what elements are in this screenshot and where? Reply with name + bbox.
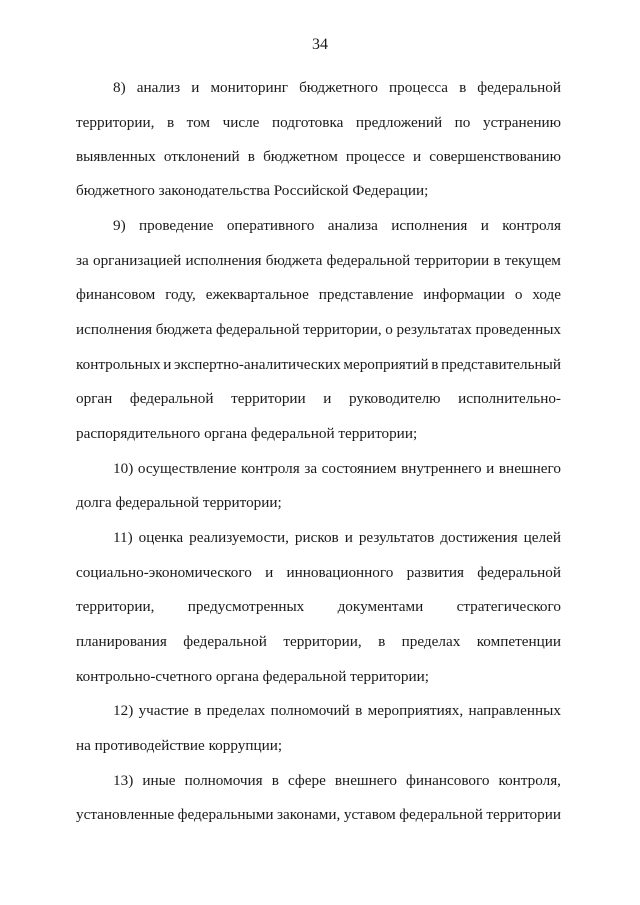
word: контрольных (76, 356, 161, 373)
text-line (76, 285, 561, 305)
text-line (76, 632, 561, 652)
text-line (113, 528, 561, 548)
word: направленных (468, 702, 561, 719)
word: 10) (113, 460, 134, 477)
word: федеральными (177, 806, 274, 823)
text-line (76, 113, 561, 133)
word: за (304, 460, 318, 477)
text-line (113, 216, 561, 236)
word: исполнения (76, 321, 153, 338)
word: экспертно-аналитических (173, 356, 341, 373)
text-line (76, 389, 561, 409)
word: уставом (343, 806, 396, 823)
word: проведенных (475, 321, 561, 338)
word: в (166, 114, 175, 131)
word: федеральной (477, 79, 561, 96)
word: целей (523, 529, 561, 546)
word: пределах (401, 633, 461, 650)
word: мониторинг (210, 79, 289, 96)
text-line: распорядительного органа федеральной территории; (76, 425, 418, 442)
word: федеральной (215, 321, 300, 338)
word: предложений (355, 114, 443, 131)
word: и (191, 79, 200, 96)
word: федеральной (399, 806, 483, 823)
word: отклонений (163, 148, 240, 165)
word: 9) (113, 217, 126, 234)
text-line (76, 597, 561, 617)
word: оперативного (226, 217, 315, 234)
word: полномочия (184, 772, 263, 789)
word: территории, (303, 321, 382, 338)
word: руководителю (348, 390, 441, 407)
word: выявленных (76, 148, 156, 165)
word: и (265, 564, 274, 581)
word: законами, (277, 806, 341, 823)
word: году, (165, 286, 196, 303)
text-line (76, 563, 561, 583)
word: мероприятиях, (367, 702, 464, 719)
word: анализ (136, 79, 181, 96)
word: результатах (396, 321, 472, 338)
word: и (344, 529, 353, 546)
word: территории, (76, 114, 155, 131)
word: представление (318, 286, 414, 303)
word: числе (222, 114, 260, 131)
word: ходе (532, 286, 561, 303)
word: территории (486, 806, 561, 823)
word: реализуемости, (189, 529, 289, 546)
word: федеральной (477, 564, 561, 581)
word: процессе (345, 148, 405, 165)
word: ежеквартальное (205, 286, 309, 303)
word: по (454, 114, 471, 131)
word: о (514, 286, 523, 303)
word: о (385, 321, 393, 338)
word: федеральной (183, 633, 267, 650)
word: федеральной (326, 252, 411, 269)
word: совершенствованию (429, 148, 561, 165)
word: процесса (389, 79, 448, 96)
word: контроля, (498, 772, 561, 789)
text-line (76, 805, 561, 825)
word: социально-экономического (76, 564, 252, 581)
word: в (194, 702, 202, 719)
word: и (413, 148, 422, 165)
word: федеральной (129, 390, 214, 407)
word: 12) (113, 702, 134, 719)
word: осуществление (137, 460, 237, 477)
word: территории (231, 390, 306, 407)
word: информации (423, 286, 505, 303)
word: мероприятий (343, 356, 429, 373)
text-line (113, 78, 561, 98)
word: достижения (440, 529, 518, 546)
word: сфере (287, 772, 326, 789)
word: финансового (406, 772, 490, 789)
text-line (76, 320, 561, 340)
text-line: контрольно-счетного органа федеральной территории; (76, 668, 429, 685)
word: стратегического (456, 598, 561, 615)
word: бюджетном (263, 148, 338, 165)
word: и (323, 390, 332, 407)
word: и (163, 356, 172, 373)
text-line: на противодействие коррупции; (76, 737, 283, 754)
word: внешнего (498, 460, 561, 477)
word: рисков (294, 529, 339, 546)
word: иные (142, 772, 176, 789)
word: установленные (76, 806, 175, 823)
word: и (486, 460, 495, 477)
word: состоянием (321, 460, 397, 477)
word: территории, (283, 633, 362, 650)
word: том (186, 114, 211, 131)
word: территории, (76, 598, 155, 615)
word: территории (414, 252, 490, 269)
word: в (355, 702, 363, 719)
word: организацией (92, 252, 182, 269)
word: документами (337, 598, 424, 615)
word: пределах (206, 702, 266, 719)
text-line (76, 147, 561, 167)
word: предусмотренных (187, 598, 305, 615)
text-line (76, 251, 561, 271)
word: компетенции (476, 633, 561, 650)
word: бюджета (155, 321, 213, 338)
word: результатов (358, 529, 435, 546)
word: внешнего (334, 772, 397, 789)
word: контроля (502, 217, 561, 234)
word: 13) (113, 772, 134, 789)
word: за (76, 252, 89, 269)
text-line (113, 459, 561, 479)
word: устранению (482, 114, 561, 131)
word: оценка (138, 529, 184, 546)
word: 11) (113, 529, 133, 546)
text-line: бюджетного законодательства Российской Федерации; (76, 182, 429, 199)
word: бюджетного (299, 79, 378, 96)
word: 8) (113, 79, 126, 96)
word: исполнения (391, 217, 468, 234)
word: финансовом (76, 286, 156, 303)
word: развития (406, 564, 465, 581)
word: в (247, 148, 255, 165)
word: полномочий (270, 702, 350, 719)
text-line (113, 701, 561, 721)
text-line: долга федеральной территории; (76, 494, 282, 511)
word: орган (76, 390, 113, 407)
word: подготовка (271, 114, 344, 131)
text-line (113, 771, 561, 791)
word: исполнительно- (458, 390, 561, 407)
word: внутреннего (401, 460, 482, 477)
word: планирования (76, 633, 167, 650)
word: контроля (241, 460, 300, 477)
page-number: 34 (312, 36, 328, 53)
word: бюджета (265, 252, 323, 269)
word: в (431, 356, 439, 373)
word: в (271, 772, 279, 789)
word: участие (138, 702, 189, 719)
text-line (76, 355, 561, 375)
word: текущем (504, 252, 561, 269)
word: в (493, 252, 501, 269)
word: в (378, 633, 386, 650)
word: инновационного (286, 564, 394, 581)
word: в (459, 79, 467, 96)
word: анализа (327, 217, 378, 234)
word: представительный (441, 356, 561, 373)
word: и (480, 217, 489, 234)
word: исполнения (185, 252, 262, 269)
word: проведение (139, 217, 214, 234)
